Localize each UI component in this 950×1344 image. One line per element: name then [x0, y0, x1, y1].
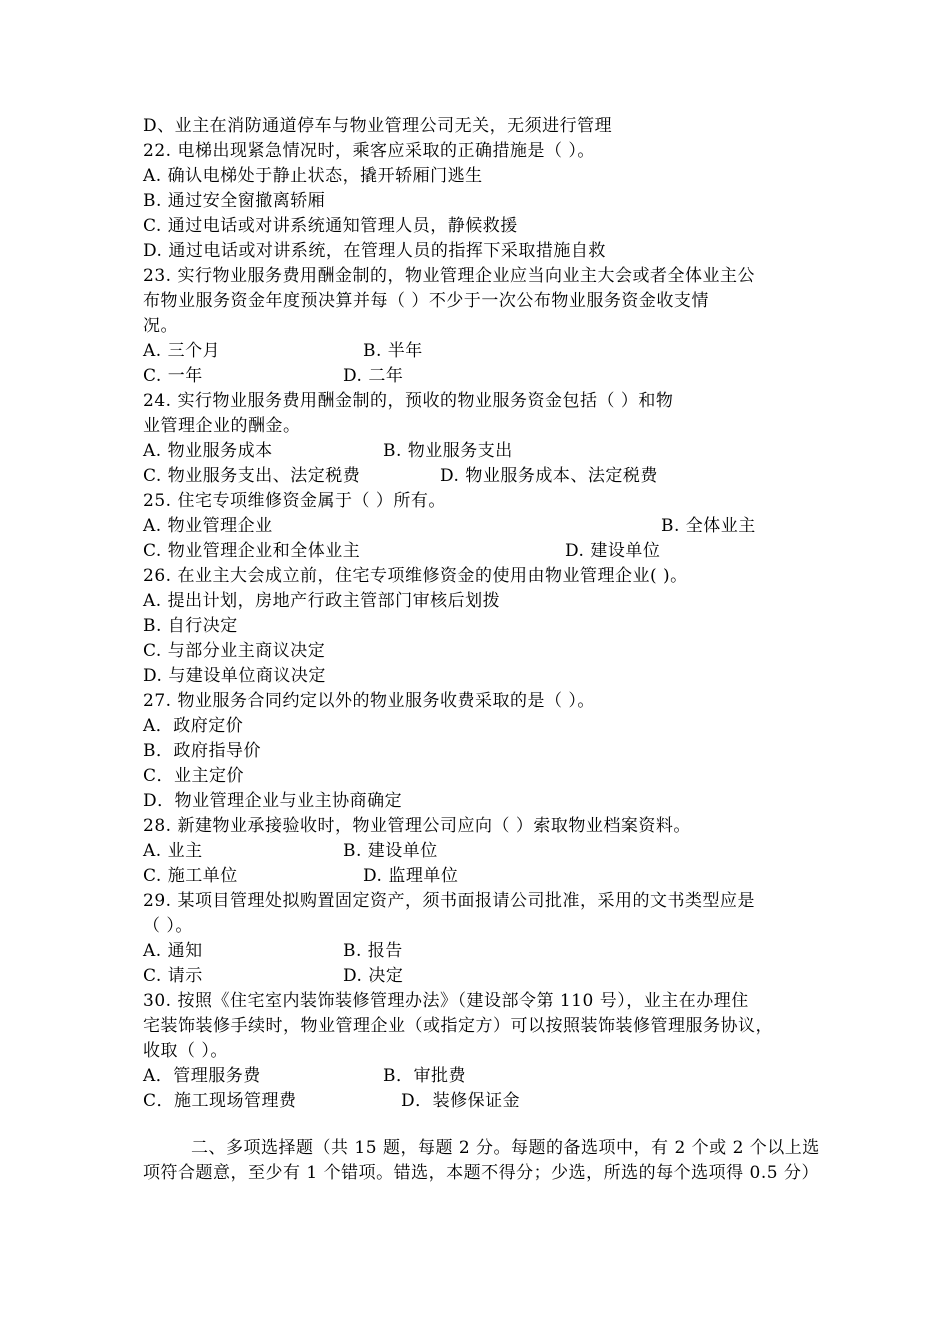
question-29-option-a: A. 通知	[143, 941, 203, 961]
question-24-stem: 24. 实行物业服务费用酬金制的，预收的物业服务资金包括（ ）和物	[143, 391, 674, 411]
option-row	[143, 1090, 823, 1112]
question-30-option-d: D．装修保证金	[401, 1091, 521, 1111]
question-23-option-a: A. 三个月	[143, 341, 221, 361]
question-29-option-d: D. 决定	[343, 966, 404, 986]
question-21-option-d: D、业主在消防通道停车与物业管理公司无关，无须进行管理	[143, 116, 613, 136]
question-30-option-a: A．管理服务费	[143, 1066, 261, 1086]
question-22-option-d: D. 通过电话或对讲系统，在管理人员的指挥下采取措施自救	[143, 241, 606, 261]
option-row	[143, 440, 823, 462]
option-row	[143, 940, 823, 962]
question-26-option-b: B. 自行决定	[143, 616, 238, 636]
question-26-stem: 26. 在业主大会成立前，住宅专项维修资金的使用由物业管理企业( )。	[143, 566, 688, 586]
question-22-option-c: C. 通过电话或对讲系统通知管理人员，静候救援	[143, 216, 518, 236]
question-22-stem: 22. 电梯出现紧急情况时，乘客应采取的正确措施是（ ）。	[143, 141, 595, 161]
question-30-stem: 30. 按照《住宅室内装饰装修管理办法》（建设部令第 110 号），业主在办理住	[143, 991, 749, 1011]
question-26-option-c: C. 与部分业主商议决定	[143, 641, 326, 661]
question-22-option-b: B. 通过安全窗撤离轿厢	[143, 191, 326, 211]
question-25-option-a: A. 物业管理企业	[143, 516, 273, 536]
section-2-heading: 二、多项选择题（共 15 题，每题 2 分。每题的备选项中，有 2 个或 2 个以上选项符合题意，至少有 1 个错项。错选，本题不得分；少选，所选的每个选项得 0.5 分）	[143, 1138, 820, 1183]
question-25-option-c: C. 物业管理企业和全体业主	[143, 541, 361, 561]
question-27-option-c: C．业主定价	[143, 766, 245, 786]
option-row	[143, 965, 823, 987]
question-29-option-b: B. 报告	[343, 941, 403, 961]
question-28-option-b: B. 建设单位	[343, 841, 438, 861]
question-23-option-c: C. 一年	[143, 366, 203, 386]
question-23-stem-end: 况。	[143, 316, 178, 336]
question-28-option-d: D. 监理单位	[363, 866, 459, 886]
question-24-option-d: D. 物业服务成本、法定税费	[440, 466, 658, 486]
question-25-option-b: B. 全体业主	[661, 516, 756, 536]
question-29-stem-end: （ ）。	[143, 916, 193, 936]
question-30-option-c: C．施工现场管理费	[143, 1091, 297, 1111]
question-28-stem: 28. 新建物业承接验收时，物业管理公司应向（ ）索取物业档案资料。	[143, 816, 691, 836]
question-30-stem-cont: 宅装饰装修手续时，物业管理企业（或指定方）可以按照装饰装修管理服务协议，	[143, 1016, 773, 1036]
question-22-option-a: A. 确认电梯处于静止状态，撬开轿厢门逃生	[143, 166, 483, 186]
question-27-option-a: A．政府定价	[143, 716, 244, 736]
option-row	[143, 840, 823, 862]
question-26-option-a: A. 提出计划，房地产行政主管部门审核后划拨	[143, 591, 501, 611]
question-30-option-b: B．审批费	[383, 1066, 466, 1086]
option-row	[143, 865, 823, 887]
question-27-option-d: D．物业管理企业与业主协商确定	[143, 791, 403, 811]
option-row	[143, 515, 823, 537]
question-25-stem: 25. 住宅专项维修资金属于（ ）所有。	[143, 491, 446, 511]
question-30-stem-end: 收取（ ）。	[143, 1041, 228, 1061]
question-28-option-a: A. 业主	[143, 841, 203, 861]
question-23-stem: 23. 实行物业服务费用酬金制的，物业管理企业应当向业主大会或者全体业主公	[143, 266, 755, 286]
question-23-option-b: B. 半年	[363, 341, 423, 361]
option-row	[143, 340, 823, 362]
question-25-option-d: D. 建设单位	[565, 541, 661, 561]
option-row	[143, 465, 823, 487]
question-24-option-c: C. 物业服务支出、法定税费	[143, 466, 361, 486]
question-24-option-b: B. 物业服务支出	[383, 441, 513, 461]
question-27-option-b: B．政府指导价	[143, 741, 261, 761]
question-26-option-d: D. 与建设单位商议决定	[143, 666, 326, 686]
question-29-option-c: C. 请示	[143, 966, 203, 986]
question-23-option-d: D. 二年	[343, 366, 404, 386]
question-23-stem-cont: 布物业服务资金年度预决算并每（ ）不少于一次公布物业服务资金收支情	[143, 291, 709, 311]
question-29-stem: 29. 某项目管理处拟购置固定资产，须书面报请公司批准，采用的文书类型应是	[143, 891, 755, 911]
option-row	[143, 365, 823, 387]
option-row	[143, 540, 823, 562]
option-row	[143, 1065, 823, 1087]
question-24-option-a: A. 物业服务成本	[143, 441, 273, 461]
question-28-option-c: C. 施工单位	[143, 866, 238, 886]
question-24-stem-end: 业管理企业的酬金。	[143, 416, 301, 436]
question-27-stem: 27. 物业服务合同约定以外的物业服务收费采取的是（ ）。	[143, 691, 595, 711]
